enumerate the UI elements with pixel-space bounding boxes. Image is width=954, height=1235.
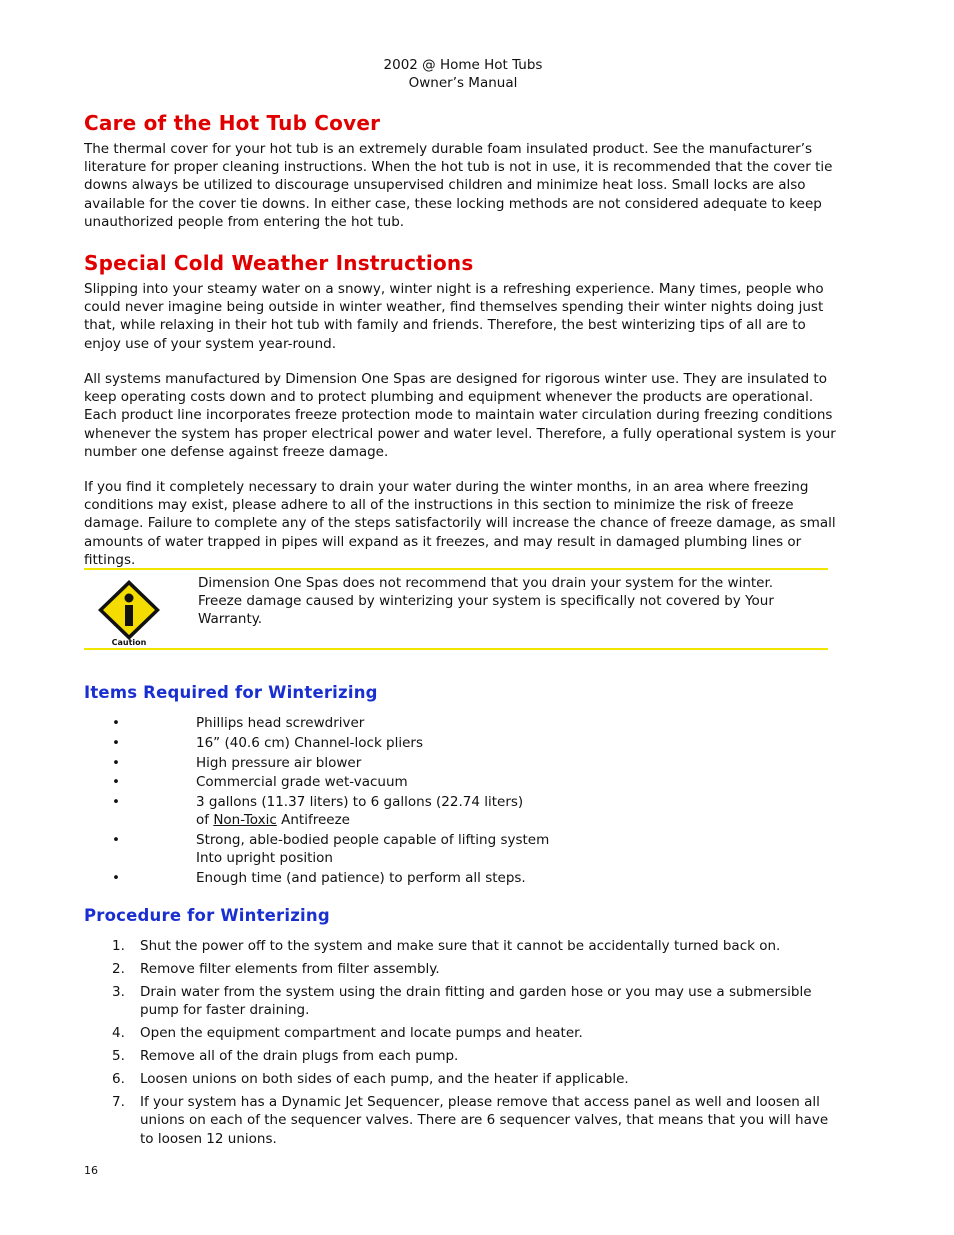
header-subtitle: Owner’s Manual <box>408 75 518 91</box>
list-item-text: High pressure air blower <box>196 754 362 771</box>
step-text: Remove all of the drain plugs from each pump. <box>140 1048 459 1065</box>
caution-callout <box>84 568 828 650</box>
step-number: 7. <box>112 1094 125 1111</box>
procedure-step <box>84 1070 844 1088</box>
bullet-dot: • <box>112 754 120 771</box>
heading-cold-weather: Special Cold Weather Instructions <box>84 251 474 275</box>
list-item-text: Commercial grade wet-vacuum <box>196 774 408 791</box>
heading-care-of-cover: Care of the Hot Tub Cover <box>84 111 381 135</box>
procedure-step <box>84 983 844 1019</box>
bullet-dot: • <box>112 870 120 887</box>
cold-paragraph-3: If you find it completely necessary to drain your water during the winter months, in an area where freezing conditions may exist, please adhere to all of the instructions in this section to minimize the risk of freeze damage. Failure to complete any of the steps satisfactorily will increase the chance of freeze damage, as small amounts of water trapped in pipes will expand as it freezes, and may result in damaged plumbing lines or fittings. <box>84 479 836 568</box>
step-number: 4. <box>112 1025 125 1042</box>
list-item <box>84 773 549 791</box>
list-item-text-continued <box>196 811 549 829</box>
caution-info-icon <box>94 576 164 646</box>
list-item <box>84 714 549 732</box>
non-toxic-underlined: Non-Toxic <box>213 812 277 829</box>
bullet-dot: • <box>112 715 120 731</box>
procedure-steps <box>84 937 844 1153</box>
list-item <box>84 793 549 829</box>
list-item <box>84 869 549 887</box>
list-item-text-continued <box>196 849 549 867</box>
list-item-text: 3 gallons (11.37 liters) to 6 gallons (22.74 liters) <box>196 794 524 811</box>
items-required-list <box>84 714 549 889</box>
page-number: 16 <box>84 1164 98 1177</box>
step-number: 2. <box>112 961 125 977</box>
list-item-text: Phillips head screwdriver <box>196 715 365 731</box>
header-title: 2002 @ Home Hot Tubs <box>383 57 543 73</box>
heading-procedure: Procedure for Winterizing <box>84 906 330 925</box>
cold-paragraph-2: All systems manufactured by Dimension One Spas are designed for rigorous winter use. They are insulated to keep operating costs down and to protect plumbing and equipment whenever the products are operational. Each product line incorporates freeze protection mode to maintain water circulation during freezing conditions whenever the system has proper electrical power and water level. Therefore, a fully operational system is your number one defense against freeze damage. <box>84 371 836 460</box>
step-text: Open the equipment compartment and locate pumps and heater. <box>140 1025 583 1042</box>
list-item <box>84 754 549 772</box>
procedure-step <box>84 1024 844 1042</box>
procedure-step <box>84 937 844 955</box>
bullet-dot: • <box>112 734 120 751</box>
list-item-text-part: Antifreeze <box>276 812 350 829</box>
step-number: 5. <box>112 1048 125 1065</box>
bullet-dot: • <box>112 774 120 791</box>
step-number: 1. <box>112 938 125 954</box>
procedure-step <box>84 960 844 978</box>
list-item-text-part: Into upright position <box>196 850 333 867</box>
caution-icon-label: Caution <box>111 638 147 646</box>
procedure-step <box>84 1093 844 1148</box>
bullet-dot: • <box>112 832 120 849</box>
step-number: 3. <box>112 984 125 1000</box>
cold-paragraph-1: Slipping into your steamy water on a snowy, winter night is a refreshing experience. Many times, people who could never imagine being outside in winter weather, find themselves spending their winter nights doing just that, while relaxing in their hot tub with family and friends. Therefore, the best winterizing tips of all are to enjoy use of your system year-round. <box>84 281 824 352</box>
running-header <box>0 56 926 92</box>
list-item <box>84 831 549 867</box>
list-item-text: 16” (40.6 cm) Channel-lock pliers <box>196 734 424 751</box>
list-item <box>84 734 549 752</box>
cover-paragraph: The thermal cover for your hot tub is an extremely durable foam insulated product. See the manufacturer’s literature for proper cleaning instructions. When the hot tub is not in use, it is recommended that the cover tie downs always be utilized to discourage unsupervised children and minimize heat loss. Small locks are also available for the cover tie downs. In either case, these locking methods are not considered adequate to keep unauthorized people from entering the hot tub. <box>84 141 833 230</box>
list-item-text: Enough time (and patience) to perform all steps. <box>196 870 526 887</box>
step-number: 6. <box>112 1071 125 1088</box>
step-text: Drain water from the system using the drain fitting and garden hose or you may use a submersible pump for faster draining. <box>140 984 812 1019</box>
bullet-dot: • <box>112 794 120 811</box>
caution-text: Dimension One Spas does not recommend that you drain your system for the winter. Freeze damage caused by winterizing your system is specifically not covered by Your Warranty. <box>198 575 774 628</box>
step-text: Shut the power off to the system and make sure that it cannot be accidentally turned back on. <box>140 938 781 954</box>
procedure-step <box>84 1047 844 1065</box>
heading-items-required: Items Required for Winterizing <box>84 683 378 702</box>
step-text: Loosen unions on both sides of each pump, and the heater if applicable. <box>140 1071 629 1088</box>
list-item-text: Strong, able-bodied people capable of lifting system <box>196 832 550 849</box>
step-text: Remove filter elements from filter assembly. <box>140 961 440 977</box>
step-text: If your system has a Dynamic Jet Sequencer, please remove that access panel as well and loosen all unions on each of the sequencer valves. There are 6 sequencer valves, that means that you will have to loosen 12 unions. <box>140 1094 829 1147</box>
list-item-text-part: of <box>196 812 214 829</box>
